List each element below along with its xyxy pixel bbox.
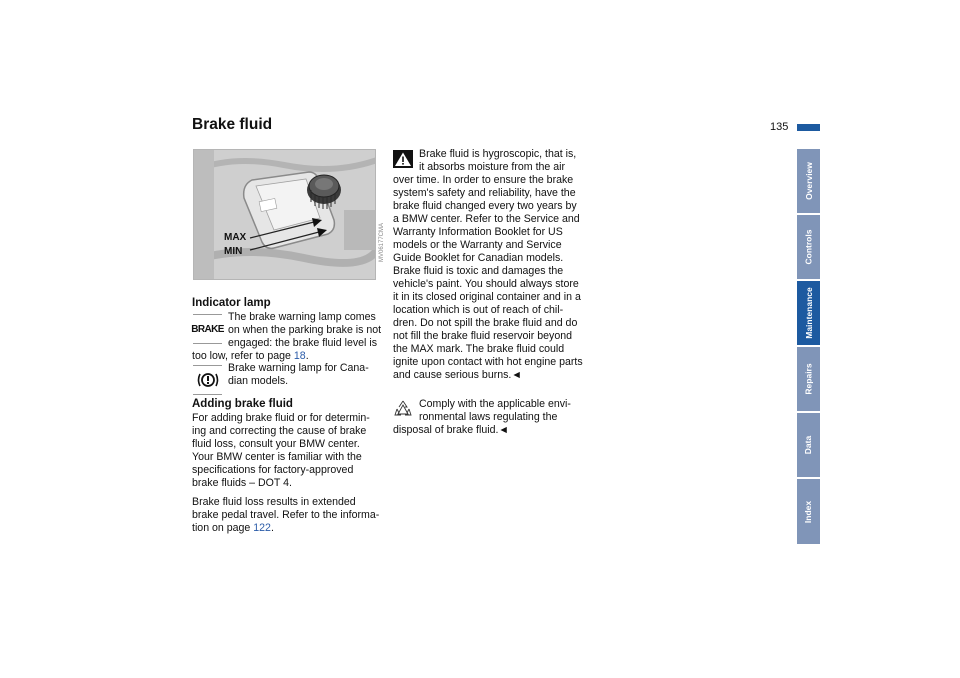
- adding-para-1: For adding brake fluid or for determin-ing and correcting the cause of brake fluid loss, consult your BMW center. Your BMW center is familiar with the specifications for factory-approved brake fluids – DOT 4.: [192, 412, 370, 489]
- tab-repairs-label: Repairs: [803, 363, 814, 395]
- tab-index[interactable]: [797, 479, 820, 544]
- adding-section: [192, 397, 382, 535]
- canada-text: [228, 362, 380, 388]
- tab-controls-label: Controls: [803, 229, 814, 265]
- adding-para-2-end: .: [270, 522, 274, 534]
- canada-brake-warning-icon: [193, 365, 222, 395]
- page-marker: [797, 124, 820, 131]
- brake-fluid-reservoir-photo: [193, 149, 376, 280]
- tab-repairs[interactable]: [797, 347, 820, 411]
- tab-data[interactable]: [797, 413, 820, 477]
- canada-text-body: Brake warning lamp for Cana-dian models.: [228, 362, 369, 387]
- page-number: 135: [770, 121, 789, 133]
- indicator-text-end: .: [305, 350, 309, 362]
- indicator-heading: Indicator lamp: [192, 297, 271, 309]
- indicator-section: [192, 296, 382, 310]
- max-label: MAX: [224, 232, 247, 243]
- adding-para-2-body: Brake fluid loss results in extended brake pedal travel. Refer to the informa-tion on page: [192, 496, 380, 534]
- tab-data-label: Data: [803, 435, 814, 455]
- adding-para-2: [192, 496, 382, 535]
- adding-heading: Adding brake fluid: [192, 398, 293, 410]
- environment-text: Comply with the applicable envi-ronmental laws regulating the disposal of brake fluid.◄: [393, 398, 571, 436]
- tab-overview-label: Overview: [803, 162, 814, 200]
- page-link-122[interactable]: 122: [253, 522, 271, 534]
- page-link-18[interactable]: 18: [293, 350, 306, 362]
- min-label: MIN: [224, 246, 243, 257]
- tab-maintenance[interactable]: [797, 281, 820, 345]
- figure-code: MV06177CMA: [379, 222, 385, 262]
- tab-maintenance-label: Maintenance: [803, 287, 814, 339]
- warning-section: [393, 148, 583, 382]
- page-title: Brake fluid: [192, 116, 273, 133]
- tab-index-label: Index: [803, 500, 814, 523]
- indicator-text: [192, 311, 382, 363]
- warning-text: Brake fluid is hygroscopic, that is, it absorbs moisture from the air over time. In order to ensure the brake system's safety and reliability, have the brake fluid changed every two years by a BMW center. Refer to the Service and Warranty Information Booklet for US models or the Warranty and Service Guide Booklet for Canadian models. Brake fluid is toxic and damages the vehicle's paint. You should always store it in its closed original container and in a location which is out of reach of chil-dren. Do not spill the brake fluid and do not fill the brake fluid reservoir beyond the MAX mark. The brake fluid could ignite upon contact with hot engine parts and cause serious burns.◄: [393, 148, 583, 381]
- circle-exclamation-icon: [197, 371, 219, 389]
- tab-overview[interactable]: [797, 149, 820, 213]
- reservoir-illustration: [194, 150, 376, 280]
- indicator-text-body: The brake warning lamp comes on when the parking brake is not engaged: the brake fluid level is too low, refer to page: [192, 311, 382, 362]
- brake-icon-text: BRAKE: [191, 323, 224, 335]
- tab-controls[interactable]: [797, 215, 820, 279]
- environment-section: [393, 398, 583, 437]
